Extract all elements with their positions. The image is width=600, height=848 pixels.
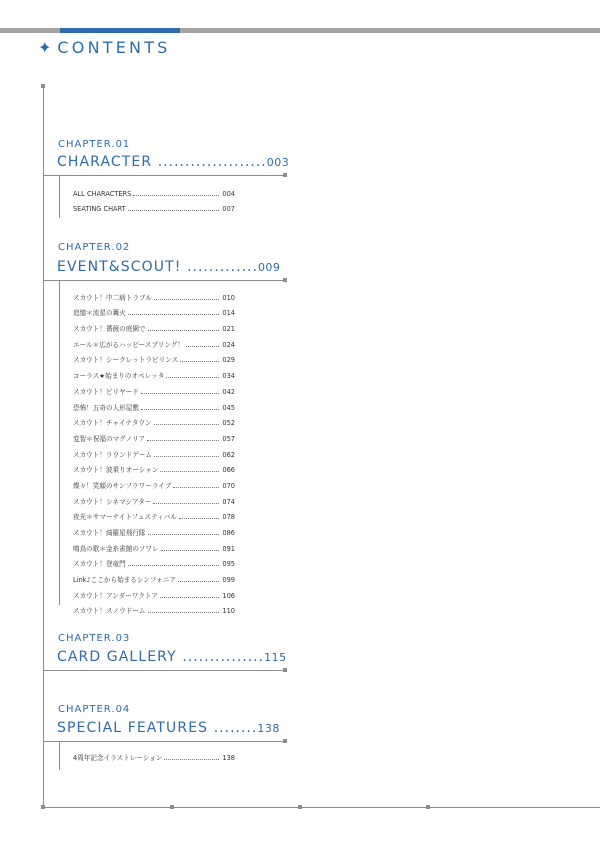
chapter-page: 009 (257, 261, 281, 274)
toc-list-chapter-01 (73, 182, 235, 213)
item-title: 変智＊祝福のマグノリア (73, 434, 146, 443)
item-page: 078 (222, 513, 235, 522)
item-page: 086 (222, 529, 235, 537)
item-title: 夜光＊サマーナイトフェスティバル (73, 513, 177, 522)
chapter-title-leader: .................... (157, 154, 267, 170)
item-title: 恐怖！五奇の人形屋敷 (73, 403, 139, 412)
item-title: スカウト！薔薇の庭園で (73, 325, 146, 334)
chapter-separator (43, 175, 285, 176)
chapter-separator (43, 280, 285, 281)
item-page: 091 (222, 544, 235, 553)
chapter-page: 003 (266, 156, 290, 169)
frame-bottom-line (43, 807, 600, 808)
item-title: 追憶＊流星の篝火 (73, 309, 126, 318)
frame-corner-mark (41, 84, 45, 88)
frame-tick-mark (298, 805, 302, 809)
dot-leader (154, 424, 219, 425)
four-point-star-icon: ✦ (38, 38, 52, 57)
dot-leader (178, 581, 219, 582)
chapter-title[interactable] (57, 258, 280, 277)
list-item[interactable] (73, 490, 235, 506)
item-title: スカウト！中二病トラブル (73, 293, 152, 302)
item-page: 138 (222, 753, 235, 762)
item-page: 062 (222, 450, 235, 459)
item-page: 042 (222, 387, 235, 396)
chapter-title-text: CHARACTER (57, 154, 153, 170)
chapter-label: CHAPTER.01 (58, 139, 131, 150)
item-page: 095 (222, 560, 235, 569)
separator-end-mark (283, 668, 287, 672)
dot-leader (160, 471, 219, 472)
list-item[interactable] (73, 427, 235, 443)
list-item[interactable] (73, 568, 235, 584)
dot-leader (148, 534, 219, 535)
item-page: 057 (222, 434, 235, 443)
dot-leader (154, 299, 219, 300)
toc-list-chapter-04 (73, 746, 235, 762)
item-page: 074 (222, 497, 235, 506)
list-item[interactable] (73, 317, 235, 333)
list-item[interactable] (73, 286, 235, 302)
item-page: 110 (222, 607, 235, 616)
item-title: ALL CHARACTERS (73, 189, 132, 198)
list-item[interactable] (73, 333, 235, 349)
list-item[interactable] (73, 412, 235, 428)
dot-leader (148, 330, 219, 331)
list-item[interactable] (73, 474, 235, 490)
item-page: 021 (222, 325, 235, 334)
page-title: CONTENTS (57, 38, 171, 57)
item-page: 014 (222, 309, 235, 318)
chapter-title[interactable] (57, 153, 289, 172)
dot-leader (161, 550, 219, 551)
chapter-separator (43, 670, 285, 671)
item-page: 034 (222, 372, 235, 381)
list-item[interactable] (73, 182, 235, 198)
list-item[interactable] (73, 459, 235, 475)
item-page: 024 (222, 340, 235, 349)
chapter-label: CHAPTER.03 (58, 633, 131, 644)
sublist-line (59, 176, 60, 218)
list-item[interactable] (73, 380, 235, 396)
dot-leader (148, 612, 219, 613)
chapter-title-leader: ........ (213, 720, 258, 736)
list-item[interactable] (73, 746, 235, 762)
item-title: 4周年記念イラストレーション (73, 753, 163, 762)
chapter-title-text: CARD GALLERY (57, 649, 177, 665)
item-title: スカウト！ビリヤード (73, 387, 139, 396)
chapter-title-text: SPECIAL FEATURES (57, 720, 209, 736)
chapter-page: 138 (257, 722, 280, 735)
item-title: コーラス★始まりのオペレッタ (73, 372, 165, 381)
dot-leader (180, 361, 219, 362)
list-item[interactable] (73, 521, 235, 537)
frame-tick-mark (426, 805, 430, 809)
item-title: エール＊広がるハッピースプリング！ (73, 340, 184, 349)
list-item[interactable] (73, 584, 235, 600)
frame-corner-mark (41, 805, 45, 809)
item-page: 007 (222, 205, 235, 214)
list-item[interactable] (73, 364, 235, 380)
item-page: 106 (222, 591, 235, 600)
dot-leader (141, 393, 219, 394)
list-item[interactable] (73, 537, 235, 553)
dot-leader (164, 759, 219, 760)
dot-leader (153, 503, 219, 504)
item-title: スカウト！スノウドーム (73, 607, 146, 616)
item-title: スカウト！綺羅星飛行隊 (73, 529, 146, 537)
frame-left-line (43, 86, 44, 807)
dot-leader (186, 346, 219, 347)
item-title: スカウト！チャイナタウン (73, 419, 152, 428)
chapter-separator (43, 741, 285, 742)
toc-list-chapter-02 (73, 286, 235, 615)
item-page: 099 (222, 576, 235, 585)
dot-leader (128, 314, 219, 315)
item-page: 004 (222, 189, 235, 198)
chapter-title-leader: ............. (187, 259, 258, 275)
separator-end-mark (283, 739, 287, 743)
sublist-line (59, 742, 60, 770)
item-title: Link♪ここから始まるシンフォニア (73, 576, 176, 585)
item-page: 029 (222, 356, 235, 365)
separator-end-mark (283, 278, 287, 282)
item-title: スカウト！ラウンドゲーム (73, 450, 152, 459)
list-item[interactable] (73, 302, 235, 318)
item-page: 066 (222, 466, 235, 475)
item-title: スカウト！波乗りオーシャン (73, 466, 159, 475)
list-item[interactable] (73, 553, 235, 569)
list-item[interactable] (73, 198, 235, 214)
chapter-title-leader: ............... (182, 649, 265, 665)
item-title: スカウト！アンダーワクトア (73, 591, 158, 600)
item-page: 010 (222, 293, 235, 302)
dot-leader (128, 210, 219, 211)
dot-leader (154, 456, 219, 457)
item-title: SEATING CHART (73, 205, 126, 214)
list-item[interactable] (73, 443, 235, 459)
item-page: 045 (222, 403, 235, 412)
dot-leader (160, 597, 219, 598)
item-title: スカウト！シネマシアター (73, 497, 152, 506)
chapter-label: CHAPTER.02 (58, 242, 131, 253)
chapter-title[interactable] (57, 719, 280, 738)
dot-leader (147, 440, 219, 441)
chapter-page: 115 (264, 651, 287, 664)
frame-tick-mark (170, 805, 174, 809)
dot-leader (173, 487, 219, 488)
item-page: 070 (222, 481, 235, 490)
list-item[interactable] (73, 506, 235, 522)
sublist-line (59, 281, 60, 605)
item-page: 052 (222, 419, 235, 428)
separator-end-mark (283, 173, 287, 177)
list-item[interactable] (73, 396, 235, 412)
chapter-title-text: EVENT&SCOUT! (57, 259, 182, 275)
dot-leader (128, 565, 219, 566)
top-bar-accent (60, 28, 180, 33)
dot-leader (166, 377, 219, 378)
item-title: 燦々！笑顔のサンフラワーライブ (73, 481, 172, 490)
list-item[interactable] (73, 349, 235, 365)
chapter-title[interactable] (57, 648, 287, 667)
contents-header (38, 38, 171, 58)
dot-leader (141, 409, 219, 410)
chapter-label: CHAPTER.04 (58, 704, 131, 715)
item-title: スカウト！シークレットラビリンス (73, 356, 179, 365)
dot-leader (133, 195, 219, 196)
dot-leader (179, 518, 219, 519)
list-item[interactable] (73, 600, 235, 616)
item-title: 鳴鳥の歌＊金糸雀館のソワレ (73, 544, 159, 553)
item-title: スカウト！登竜門 (73, 560, 126, 569)
